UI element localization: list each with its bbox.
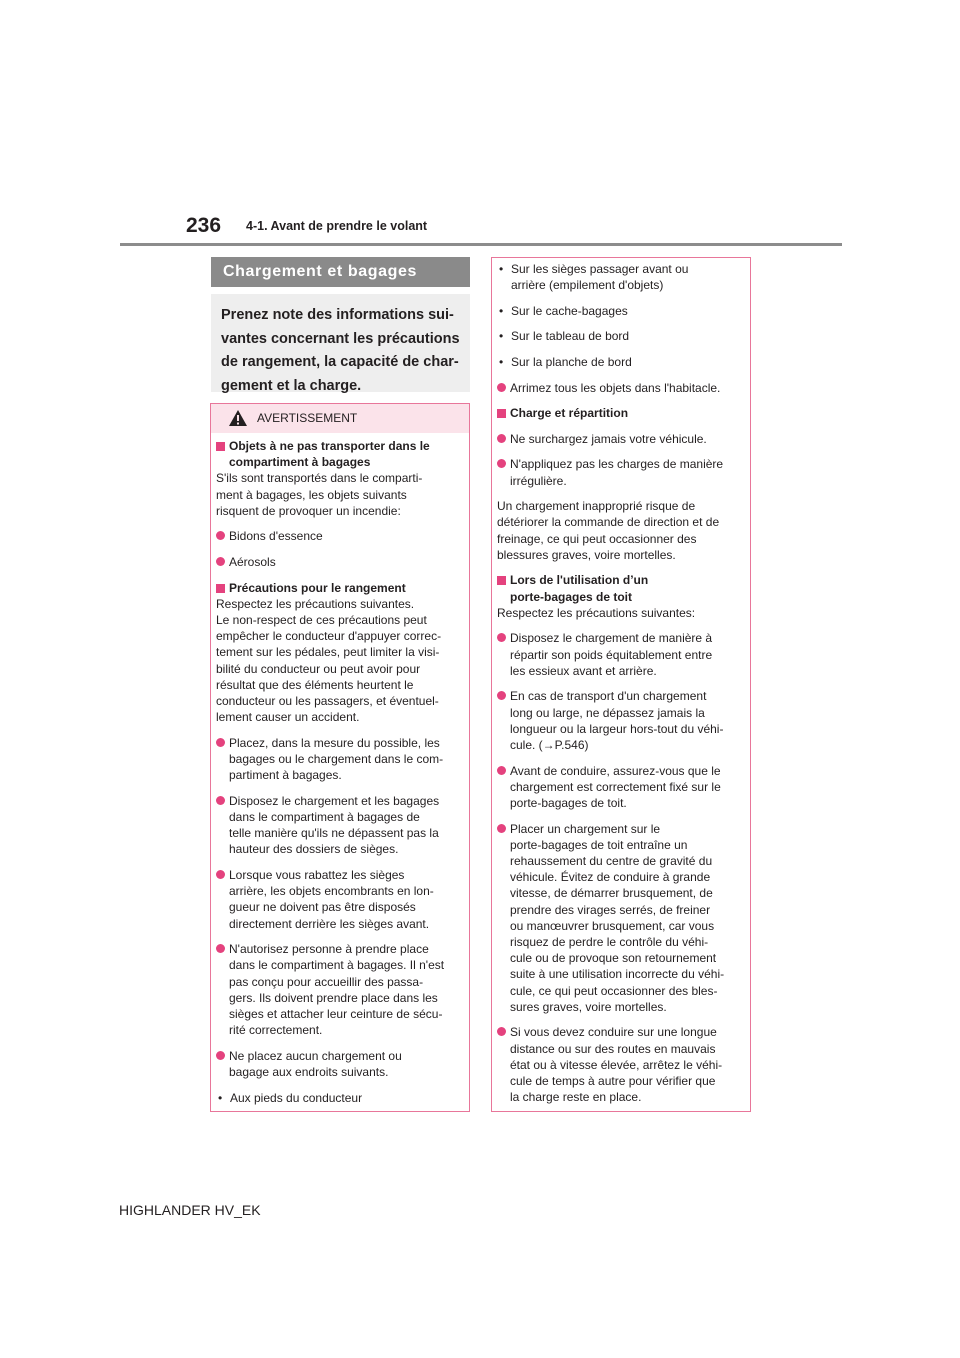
intro-line: Prenez note des informations sui- bbox=[221, 307, 454, 323]
text-line: pas conçu pour accueillir des passa- bbox=[229, 974, 424, 989]
intro-box bbox=[211, 294, 470, 392]
text-line: compartiment à bagages bbox=[229, 455, 371, 470]
text-line: N'appliquez pas les charges de manière bbox=[510, 457, 724, 472]
text-line: partiment à bagages. bbox=[229, 768, 342, 783]
text-line: Aérosols bbox=[229, 555, 276, 569]
bullet-item bbox=[497, 763, 743, 812]
subsection-heading bbox=[216, 580, 462, 596]
text-line: longueur ou la largeur hors-tout du véhi- bbox=[510, 721, 724, 736]
bullet-item bbox=[216, 867, 462, 932]
text-line: Le non-respect de ces précautions peut bbox=[216, 613, 427, 627]
text-line: répartir son poids équitablement entre bbox=[510, 647, 713, 662]
text-line: Lors de l'utilisation d’un bbox=[510, 573, 649, 588]
text-line: sures graves, voire mortelles. bbox=[510, 999, 667, 1014]
text-line: Disposez le chargement et les bagages bbox=[229, 793, 440, 808]
text-line: bilité du conducteur ou peut avoir pour bbox=[216, 661, 421, 676]
text-line: Placez, dans la mesure du possible, les bbox=[229, 735, 440, 750]
footer-model: HIGHLANDER HV_EK bbox=[119, 1202, 261, 1218]
text-line: rehaussement du centre de gravité du bbox=[510, 853, 713, 868]
text-line: véhicule. Évitez de conduire à grande bbox=[510, 870, 711, 885]
text-line: Bidons d'essence bbox=[229, 529, 323, 544]
text-line: Respectez les précautions suivantes. bbox=[216, 596, 415, 611]
text-line: irrégulière. bbox=[510, 473, 567, 488]
text-line: tement sur les pédales, peut limiter la visi- bbox=[216, 645, 440, 660]
bullet-item bbox=[216, 735, 462, 784]
text-line: Respectez les précautions suivantes: bbox=[497, 605, 696, 620]
bullet-item bbox=[497, 431, 743, 447]
text-line: Un chargement inapproprié risque de bbox=[497, 499, 696, 514]
text-line: Ne placez aucun chargement ou bbox=[229, 1048, 402, 1063]
subsection-heading bbox=[216, 438, 462, 470]
text-line: bagage aux endroits suivants. bbox=[229, 1065, 389, 1080]
text-line: freinage, ce qui peut occasionner des bbox=[497, 531, 697, 546]
warning-content-left bbox=[211, 433, 469, 1106]
warning-header bbox=[211, 404, 469, 433]
bullet-item bbox=[216, 941, 462, 1038]
bullet-item bbox=[497, 821, 743, 1015]
text-line: cule, ce qui peut occasionner des bles- bbox=[510, 983, 718, 998]
paragraph bbox=[497, 498, 743, 563]
dot-item bbox=[497, 261, 743, 293]
paragraph bbox=[497, 605, 743, 621]
text-line: gueur ne doivent pas être disposés bbox=[229, 900, 416, 915]
bullet-item bbox=[216, 554, 462, 570]
text-line: En cas de transport d'un chargement bbox=[510, 689, 707, 704]
text-line: Ne surchargez jamais votre véhicule. bbox=[510, 431, 707, 446]
text-line: cule ou de provoque son retournement bbox=[510, 951, 717, 966]
text-line: détériorer la commande de direction et de bbox=[497, 515, 720, 530]
text-line: Avant de conduire, assurez-vous que le bbox=[510, 763, 721, 778]
bullet-item bbox=[497, 380, 743, 396]
text-line: risquez de perdre le contrôle du véhi- bbox=[510, 934, 709, 949]
text-line: Charge et répartition bbox=[510, 406, 629, 421]
warning-content-right bbox=[492, 258, 750, 1105]
intro-line: vantes concernant les précautions bbox=[221, 330, 460, 347]
text-line: vitesse, de démarrer brusquement, de bbox=[510, 886, 713, 901]
text-line: Si vous devez conduire sur une longue bbox=[510, 1025, 717, 1040]
text-line: ou manœuvrer brusquement, car vous bbox=[510, 918, 715, 933]
bullet-item bbox=[216, 1048, 462, 1080]
text-line: Placer un chargement sur le bbox=[510, 821, 661, 836]
text-line: directement derrière les sièges avant. bbox=[229, 916, 430, 931]
text-line: gers. Ils doivent prendre place dans les bbox=[229, 990, 438, 1005]
text-line: Lorsque vous rabattez les sièges bbox=[229, 868, 405, 883]
text-line: suite à une utilisation incorrecte du véhi- bbox=[510, 967, 725, 982]
subsection-heading bbox=[497, 405, 743, 421]
bullet-item bbox=[497, 688, 743, 753]
text-line: sièges et attacher leur ceinture de sécu- bbox=[229, 1007, 443, 1022]
intro-line: de rangement, la capacité de char- bbox=[221, 354, 459, 370]
text-line: telle manière qu'ils ne dépassent pas la bbox=[229, 826, 439, 841]
section-header: 4-1. Avant de prendre le volant bbox=[246, 219, 428, 233]
warning-triangle-icon bbox=[228, 409, 248, 427]
text-line: • Sur la planche de bord bbox=[511, 354, 632, 369]
text-line: la charge reste en place. bbox=[510, 1090, 642, 1105]
text-line: prendre des virages serrés, de freiner bbox=[510, 902, 711, 917]
text-line: porte-bagages de toit. bbox=[510, 795, 627, 810]
text-line: résultat que des éléments heurtent le bbox=[216, 677, 414, 692]
text-line: cule. (→P.546) bbox=[510, 737, 589, 752]
dot-item bbox=[497, 328, 743, 344]
text-line: N'autorisez personne à prendre place bbox=[229, 942, 429, 957]
warning-box bbox=[210, 403, 470, 1112]
bullet-item bbox=[497, 630, 743, 679]
page-title: Chargement et bagages bbox=[211, 257, 470, 287]
text-line: • Sur le tableau de bord bbox=[511, 329, 630, 344]
text-line: blessures graves, voire mortelles. bbox=[497, 547, 676, 562]
text-line: dans le compartiment à bagages. Il n'est bbox=[229, 958, 445, 973]
paragraph bbox=[216, 470, 462, 519]
paragraph bbox=[216, 596, 462, 726]
text-line: empêcher le conducteur d'appuyer correc- bbox=[216, 629, 442, 644]
text-line: arrière, les objets encombrants en lon- bbox=[229, 884, 434, 899]
bullet-item bbox=[497, 456, 743, 488]
text-line: Objets à ne pas transporter dans le bbox=[229, 439, 430, 453]
text-line: porte-bagages de toit bbox=[510, 589, 633, 604]
dot-item bbox=[216, 1090, 462, 1106]
text-line: S'ils sont transportés dans le comparti- bbox=[216, 471, 423, 486]
bullet-item bbox=[216, 793, 462, 858]
text-line: chargement est correctement fixé sur le bbox=[510, 779, 721, 794]
text-line: long ou large, ne dépassez jamais la bbox=[510, 705, 705, 720]
header-divider bbox=[120, 243, 842, 246]
subsection-heading bbox=[497, 572, 743, 604]
text-line: rité correctement. bbox=[229, 1023, 323, 1038]
text-line: • Sur les sièges passager avant ou bbox=[511, 262, 689, 276]
text-line: porte-bagages de toit entraîne un bbox=[510, 837, 688, 852]
text-line: les essieux avant et arrière. bbox=[510, 663, 657, 678]
dot-item bbox=[497, 354, 743, 370]
text-line: bagages ou le chargement dans le com- bbox=[229, 752, 444, 767]
text-line: • Sur le cache-bagages bbox=[511, 303, 628, 318]
text-line: arrière (empilement d'objets) bbox=[511, 278, 664, 293]
text-line: distance ou sur des routes en mauvais bbox=[510, 1041, 716, 1056]
text-line: Arrimez tous les objets dans l'habitacle. bbox=[510, 380, 721, 395]
warning-box-continued bbox=[491, 257, 751, 1112]
text-line: Disposez le chargement de manière à bbox=[510, 631, 713, 646]
page-number: 236 bbox=[186, 214, 222, 237]
bullet-item bbox=[216, 528, 462, 544]
text-line: risquent de provoquer un incendie: bbox=[216, 503, 401, 518]
text-line: Précautions pour le rangement bbox=[229, 580, 406, 595]
text-line: dans le compartiment à bagages de bbox=[229, 810, 420, 825]
text-line: cule de temps à autre pour vérifier que bbox=[510, 1074, 716, 1088]
dot-item bbox=[497, 303, 743, 319]
text-line: lement causer un accident. bbox=[216, 710, 360, 725]
warning-label: AVERTISSEMENT bbox=[257, 411, 358, 425]
text-line: état ou à vitesse élevée, arrêtez le véhi- bbox=[510, 1057, 723, 1072]
bullet-item bbox=[497, 1024, 743, 1105]
text-line: ment à bagages, les objets suivants bbox=[216, 487, 407, 502]
text-line: conducteur ou les passagers, et éventuel- bbox=[216, 694, 439, 709]
text-line: • Aux pieds du conducteur bbox=[230, 1090, 363, 1105]
text-line: hauteur des dossiers de sièges. bbox=[229, 842, 399, 857]
intro-line: gement et la charge. bbox=[221, 377, 362, 394]
